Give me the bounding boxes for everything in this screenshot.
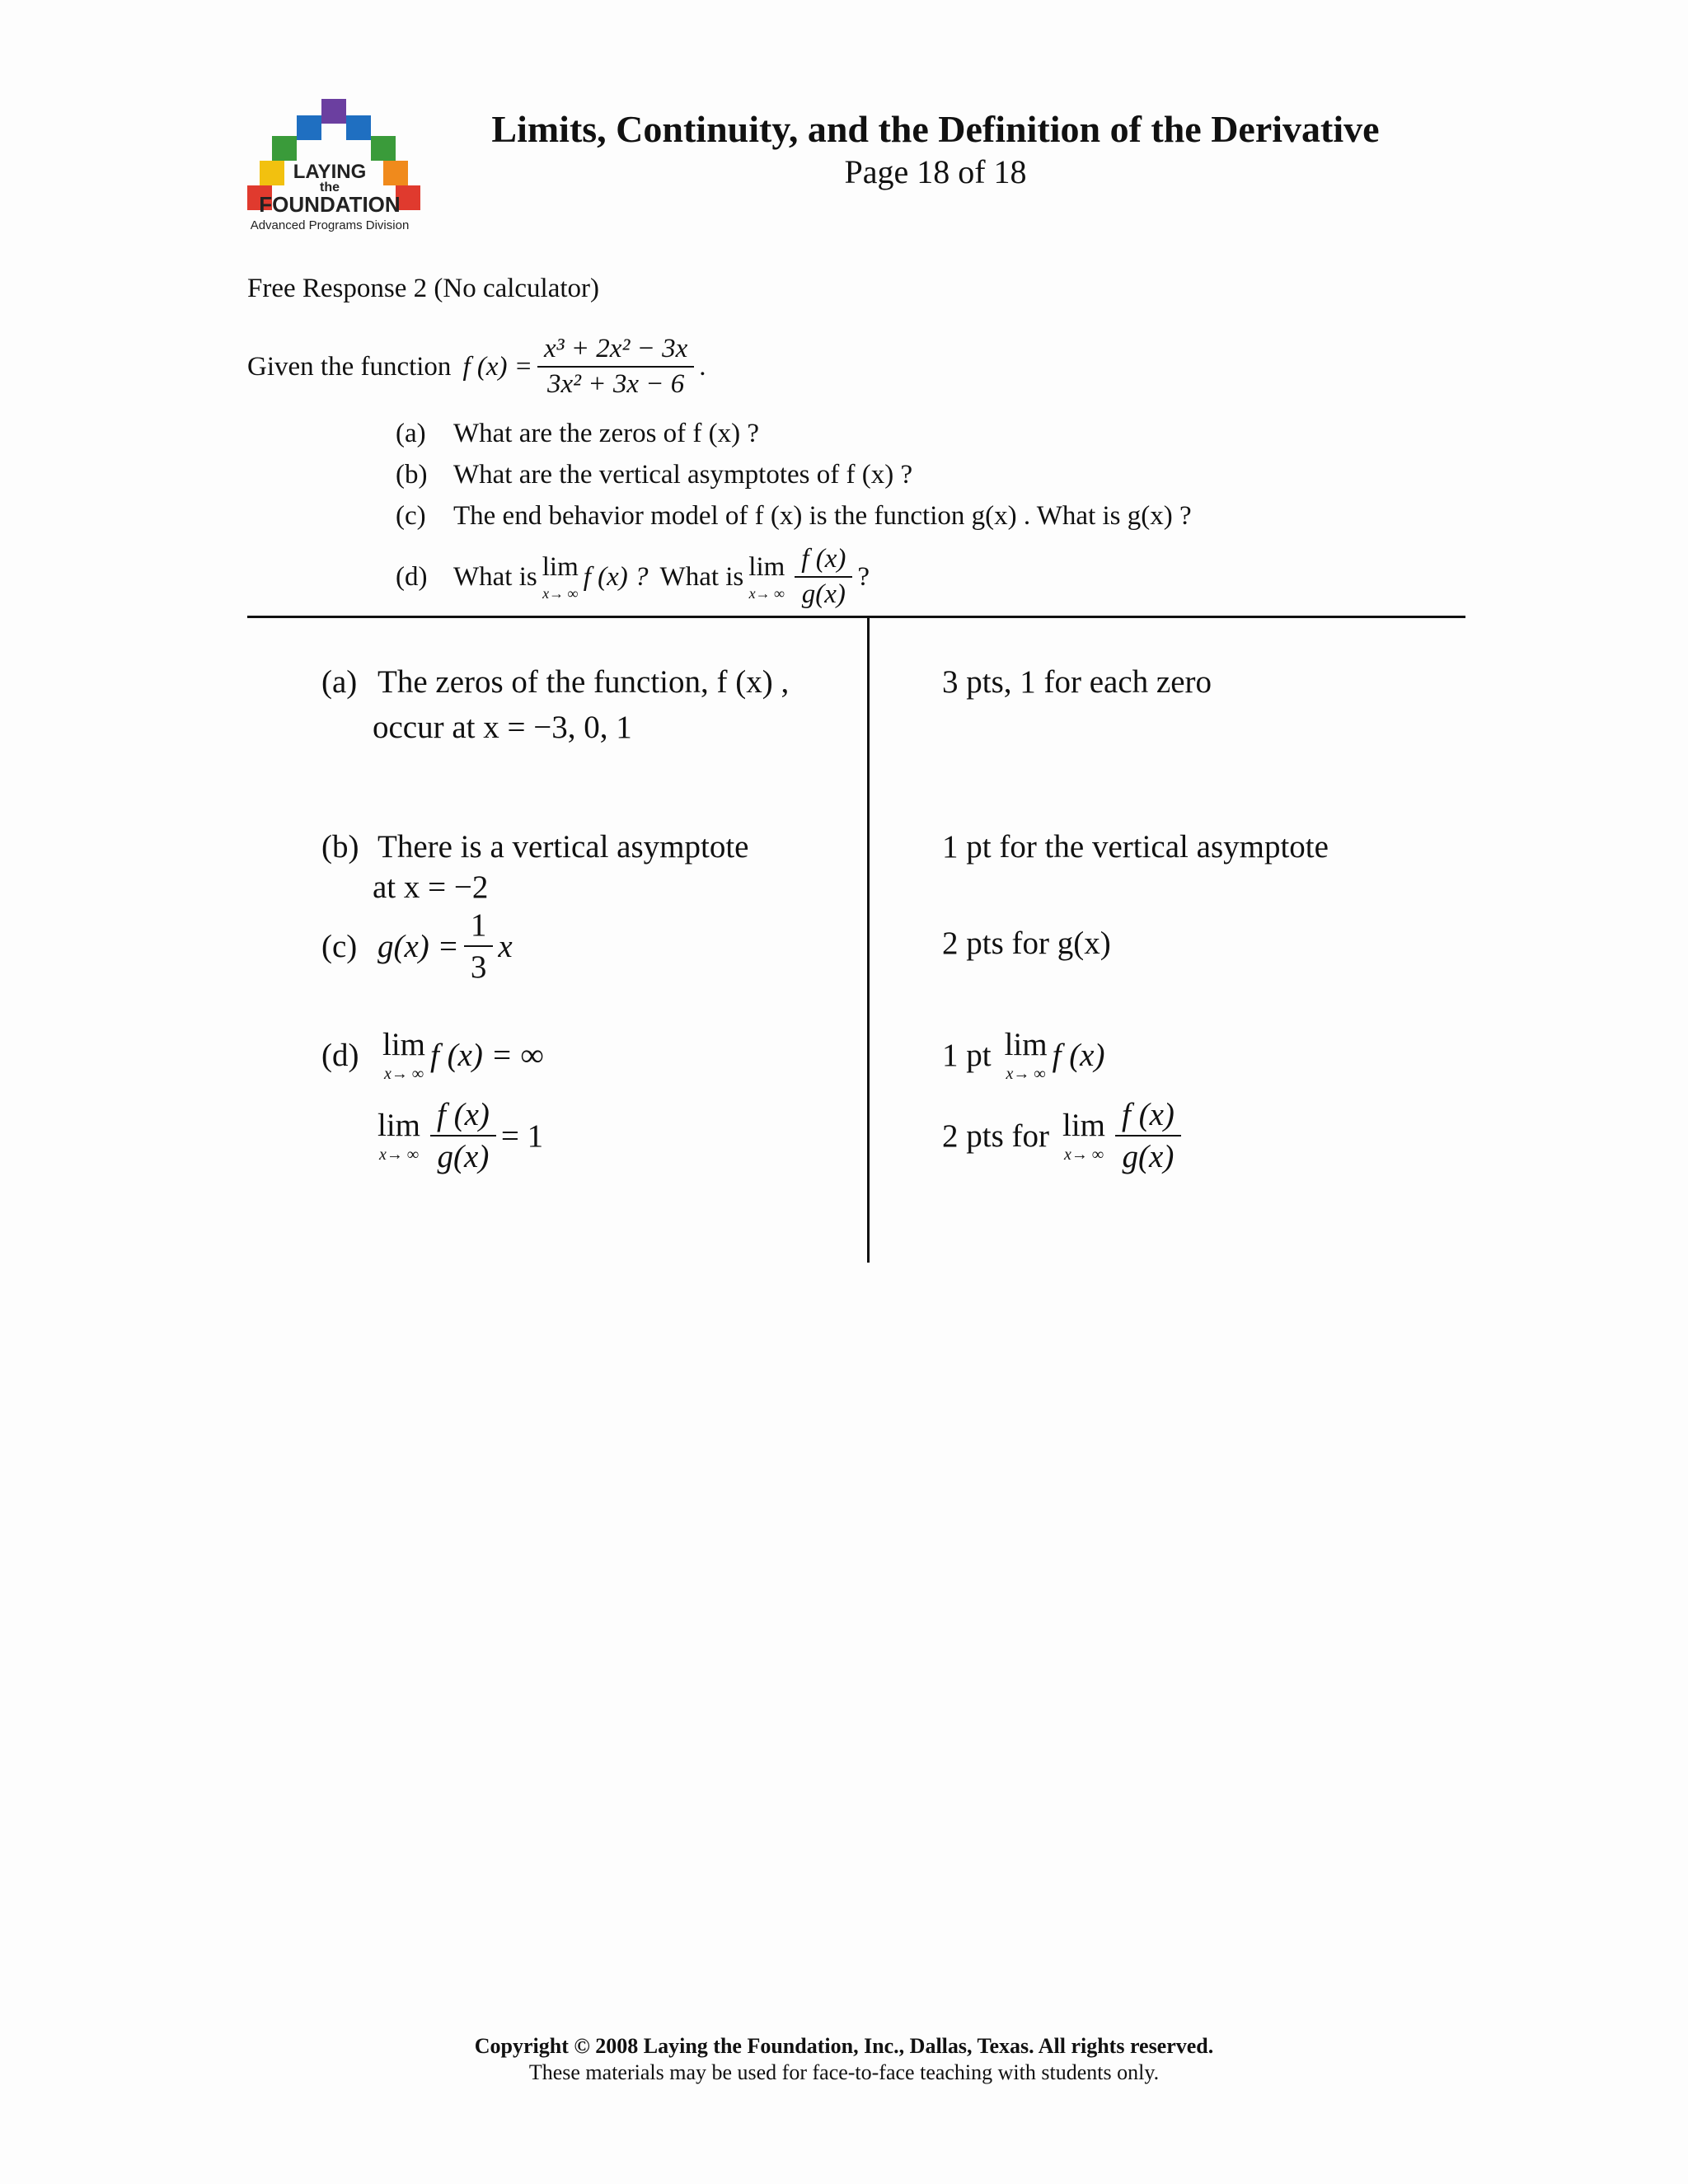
question-d-end: ? xyxy=(857,561,870,592)
score-d1 xyxy=(942,1029,1104,1082)
score-b: 1 pt for the vertical asymptote xyxy=(942,829,1329,865)
limit xyxy=(1062,1109,1105,1163)
solution-d1-expr: f (x) = ∞ xyxy=(430,1038,544,1073)
solution-d2-rhs: = 1 xyxy=(500,1118,544,1154)
lim-subscript: x→ ∞ xyxy=(1006,1065,1046,1083)
question-text: The end behavior model of f (x) is the function g(x) . What is g(x) ? xyxy=(453,501,1192,531)
question-label: (d) xyxy=(396,561,428,592)
solution-label: (a) xyxy=(321,664,358,700)
lim-word: lim xyxy=(748,551,785,582)
solution-a-line1: The zeros of the function, f (x) , xyxy=(377,664,790,700)
logo-tagline: Advanced Programs Division xyxy=(250,218,410,232)
logo-block xyxy=(297,115,321,140)
logo-line3: FOUNDATION xyxy=(259,192,401,217)
fraction-numerator: 1 xyxy=(464,907,494,947)
question-text: What are the zeros of f (x) ? xyxy=(453,419,760,448)
solution-label: (b) xyxy=(321,829,359,865)
lim-word: lim xyxy=(1004,1027,1048,1062)
question-label: (b) xyxy=(396,460,428,490)
page-title: Limits, Continuity, and the Definition of the Derivative xyxy=(491,108,1380,150)
solution-b-line2: at x = −2 xyxy=(373,869,489,905)
ratio-fraction xyxy=(1115,1096,1181,1175)
lim-word: lim xyxy=(542,551,579,582)
limit xyxy=(382,1029,425,1082)
logo-block xyxy=(371,136,396,161)
limit xyxy=(542,551,579,602)
limit xyxy=(377,1109,420,1163)
solution-c-var: x xyxy=(498,928,513,964)
lim-subscript: x→ ∞ xyxy=(1063,1145,1104,1164)
given-prefix: Given the function xyxy=(247,351,452,382)
question-d-expr1: f (x) ? xyxy=(583,561,649,592)
lim-subscript: x→ ∞ xyxy=(542,584,579,602)
score-a: 3 pts, 1 for each zero xyxy=(942,664,1212,700)
solution-a-line2: occur at x = −3, 0, 1 xyxy=(373,710,632,745)
solution-label: (d) xyxy=(321,1038,359,1073)
lim-word: lim xyxy=(382,1027,426,1062)
question-b xyxy=(396,460,912,490)
fraction-denominator: 3 xyxy=(470,949,487,985)
solution-d1 xyxy=(321,1029,544,1082)
page-number: Page 18 of 18 xyxy=(844,153,1027,190)
lim-subscript: x→ ∞ xyxy=(383,1065,424,1083)
logo-line2: the xyxy=(320,180,340,194)
ratio-fraction xyxy=(795,544,852,610)
logo-line1: LAYING xyxy=(293,161,367,183)
usage-notice: These materials may be used for face-to-face teaching with students only. xyxy=(528,2060,1160,2084)
lim-subscript: x→ ∞ xyxy=(378,1145,420,1164)
ratio-fraction xyxy=(430,1096,496,1175)
fraction-denominator: g(x) xyxy=(801,579,846,609)
logo-block xyxy=(272,136,297,161)
score-c: 2 pts for g(x) xyxy=(942,926,1111,961)
f-fraction xyxy=(537,334,694,400)
f-lhs: f (x) = xyxy=(462,351,532,382)
fraction-numerator: f (x) xyxy=(430,1096,496,1137)
horizontal-divider xyxy=(247,616,1465,618)
given-suffix: . xyxy=(699,351,706,382)
fraction-denominator: g(x) xyxy=(1122,1139,1175,1174)
vertical-divider xyxy=(867,618,870,1263)
score-d2 xyxy=(942,1096,1186,1175)
solution-b-line1: There is a vertical asymptote xyxy=(377,829,749,865)
logo-block xyxy=(321,99,346,124)
foundation-logo xyxy=(239,95,429,243)
lim-word: lim xyxy=(377,1107,421,1143)
fraction-numerator: f (x) xyxy=(1115,1096,1181,1137)
limit xyxy=(1005,1029,1048,1082)
solution-c-lhs: g(x) = xyxy=(377,928,459,964)
score-d2-prefix: 2 pts for xyxy=(942,1118,1049,1154)
solution-a xyxy=(321,663,789,746)
lim-word: lim xyxy=(1062,1107,1106,1143)
solution-label: (c) xyxy=(321,928,358,964)
score-d1-expr: f (x) xyxy=(1052,1038,1105,1073)
problem-heading: Free Response 2 (No calculator) xyxy=(247,274,600,303)
logo-block xyxy=(346,115,371,140)
f-denominator: 3x² + 3x − 6 xyxy=(547,369,685,399)
question-label: (c) xyxy=(396,501,426,531)
solution-c xyxy=(321,907,513,986)
limit xyxy=(748,551,785,602)
question-d xyxy=(396,544,870,610)
fraction-numerator: f (x) xyxy=(795,544,852,578)
score-d1-prefix: 1 pt xyxy=(942,1038,992,1073)
one-third-fraction xyxy=(464,907,494,986)
solution-b xyxy=(321,828,748,906)
given-function xyxy=(247,334,706,400)
question-c xyxy=(396,501,1192,532)
solution-d2 xyxy=(373,1096,543,1175)
question-text: What are the vertical asymptotes of f (x) ? xyxy=(453,460,913,490)
question-label: (a) xyxy=(396,419,426,448)
copyright-notice: Copyright © 2008 Laying the Foundation, Inc., Dallas, Texas. All rights reserved. xyxy=(474,2034,1214,2058)
question-a xyxy=(396,419,759,449)
f-numerator: x³ + 2x² − 3x xyxy=(537,334,694,368)
lim-subscript: x→ ∞ xyxy=(748,584,785,602)
fraction-denominator: g(x) xyxy=(437,1139,490,1174)
question-d-text2: What is xyxy=(659,561,744,592)
question-d-text1: What is xyxy=(453,561,537,592)
